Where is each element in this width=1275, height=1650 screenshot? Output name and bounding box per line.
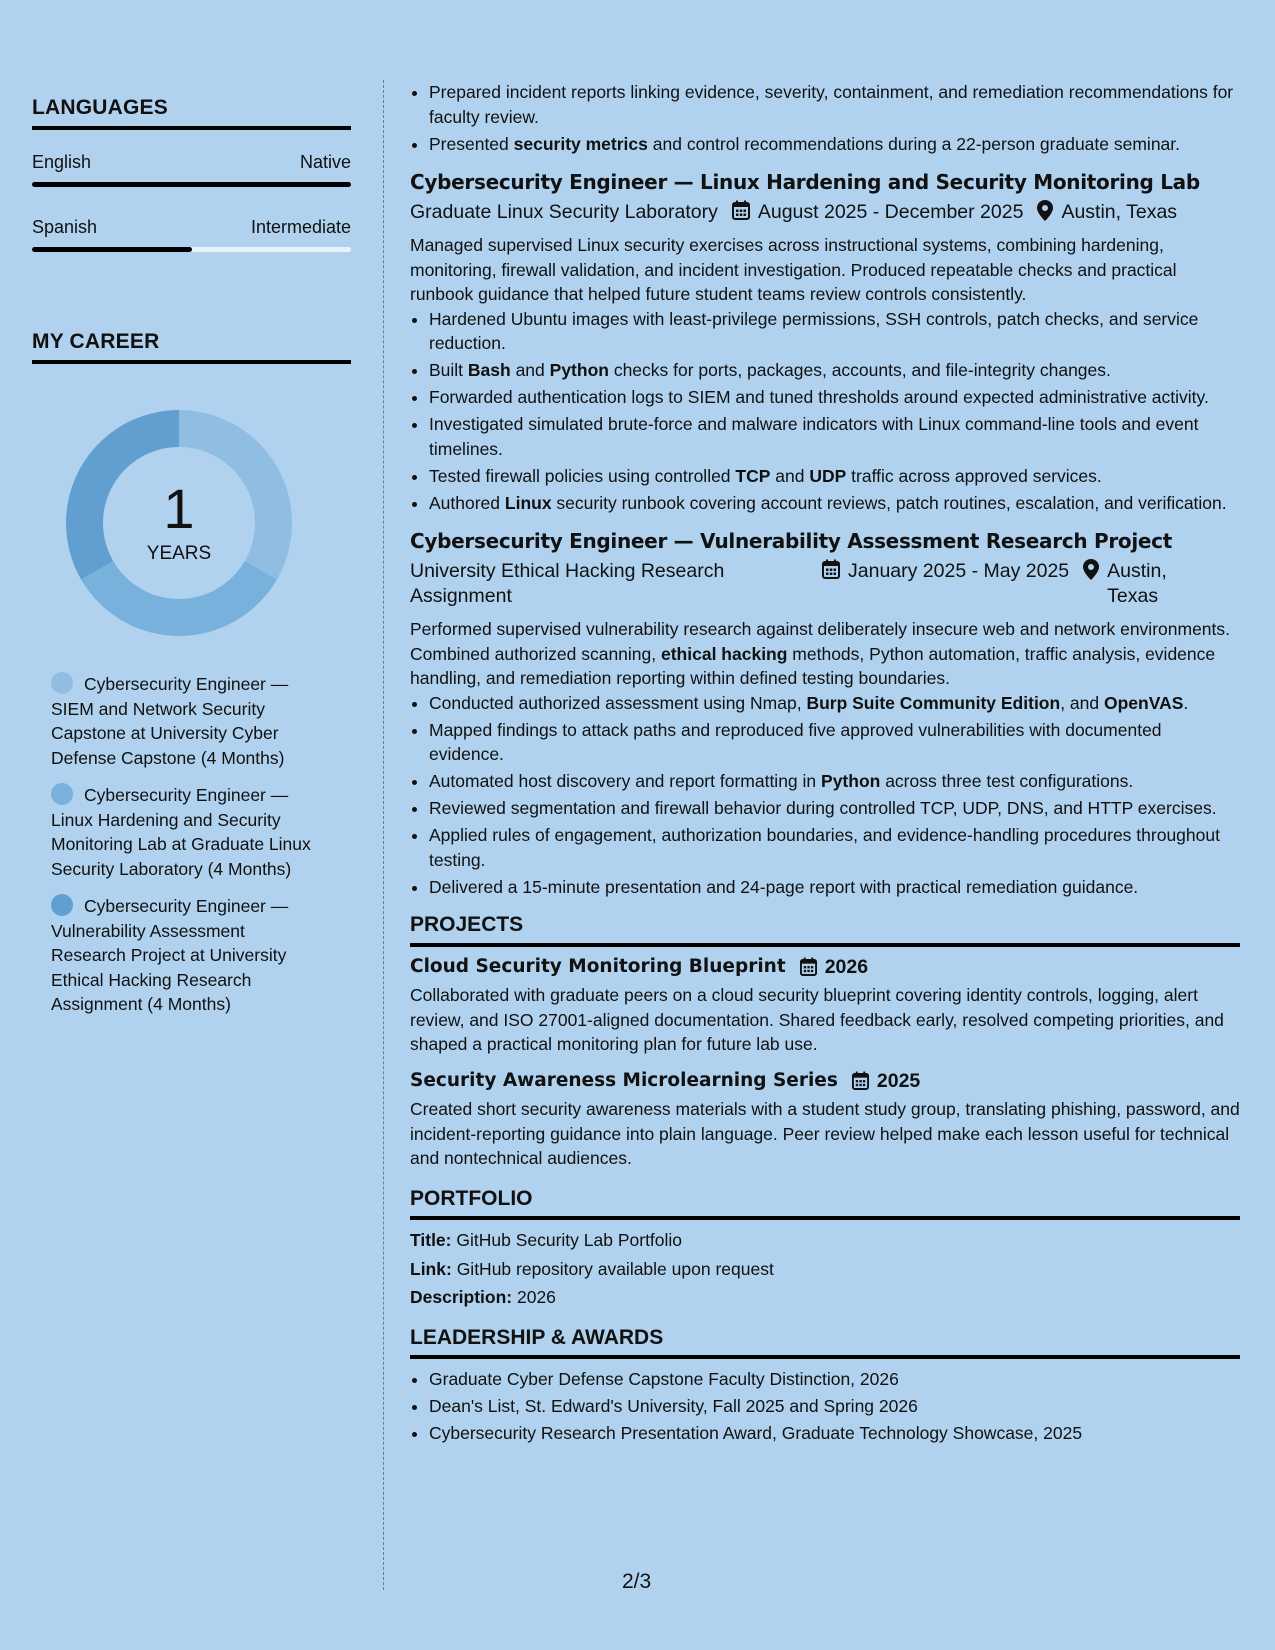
language-bar-fill — [32, 247, 192, 252]
bullet-item: • Reviewed segmentation and firewall behavior during controlled TCP, UDP, DNS, and HTTP exercises. — [429, 796, 1240, 821]
project-title: Security Awareness Microlearning Series — [410, 1069, 838, 1091]
text-span: Tested firewall policies using controlled — [429, 465, 736, 486]
award-item: • Dean's List, St. Edward's University, Fall 2025 and Spring 2026 — [429, 1394, 1240, 1419]
bullet-item — [429, 691, 1240, 716]
job-dates-text: January 2025 - May 2025 — [848, 560, 1070, 582]
project-year: 2026 — [824, 955, 869, 978]
calendar-icon — [852, 1071, 869, 1090]
text-span: Built — [429, 360, 468, 380]
job-meta — [410, 559, 1240, 609]
bold-span: OpenVAS — [1103, 692, 1184, 713]
bullet-item: • Investigated simulated brute-force and malware indicators with Linux command-line tools and event timelines. — [429, 412, 1240, 461]
column-divider — [383, 80, 384, 1590]
bullet-item — [429, 358, 1240, 383]
page-number: 2/3 — [622, 1570, 652, 1593]
text-span: Presented — [429, 133, 514, 154]
job-title: Cybersecurity Engineer — Linux Hardening and Security Monitoring Lab — [410, 170, 1200, 194]
language-level: Native — [299, 152, 351, 172]
award-item: • Graduate Cyber Defense Capstone Faculty Distinction, 2026 — [429, 1367, 1240, 1392]
career-item — [51, 783, 311, 881]
text-span: Conducted authorized assessment using Nmap, — [429, 692, 807, 713]
career-item-text: Cybersecurity Engineer — Linux Hardening and Security Monitoring Lab at Graduate Linux Security Laboratory (4 Months) — [51, 785, 311, 879]
portfolio-label: Title: — [410, 1230, 452, 1250]
job-location — [1037, 200, 1177, 225]
job-bullets — [410, 307, 1240, 516]
language-row-english — [32, 152, 351, 173]
language-bar-fill — [32, 182, 351, 187]
project-description: Created short security awareness materials with a student study group, translating phishing, password, and incident-reporting guidance into plain language. Peer review helped make each lesson useful for technical and nontechnical audiences. — [410, 1099, 1240, 1168]
calendar-icon — [822, 559, 840, 579]
text-span: across three test configurations. — [880, 771, 1134, 791]
job-dates — [732, 200, 1024, 225]
language-bar-spanish — [32, 247, 351, 252]
leadership-heading: LEADERSHIP & AWARDS — [410, 1326, 1240, 1360]
portfolio-link-line — [410, 1257, 1240, 1282]
bold-span: TCP — [735, 465, 771, 486]
legend-dot-icon — [51, 783, 73, 805]
career-list — [51, 672, 311, 1017]
career-item — [51, 894, 311, 1017]
job-description: Managed supervised Linux security exercises across instructional systems, combining hardening, monitoring, firewall validation, and incident investigation. Produced repeatable checks and practical runbook guidance that helped future student teams review controls consistently. — [410, 235, 1177, 304]
bullet-item — [429, 491, 1240, 516]
calendar-icon — [800, 957, 817, 976]
project-title-row — [410, 955, 1240, 980]
bullet-item: • Applied rules of engagement, authorization boundaries, and evidence-handling procedures throughout testing. — [429, 823, 1240, 872]
bold-span: Python — [549, 360, 609, 380]
text-span: Automated host discovery and report formatting in — [429, 771, 822, 791]
leadership-list — [410, 1367, 1240, 1446]
text-span: checks for ports, packages, accounts, and file-integrity changes. — [608, 360, 1111, 380]
project-description: Collaborated with graduate peers on a cloud security blueprint covering identity controls, logging, alert review, and ISO 27001-aligned documentation. Shared feedback early, resolved competing priorities, and shaped a practical monitoring plan for future lab use. — [410, 985, 1224, 1054]
map-pin-icon — [1083, 559, 1099, 580]
job-location-text: Austin, Texas — [1107, 560, 1167, 607]
project-title: Cloud Security Monitoring Blueprint — [410, 955, 786, 977]
job-dates-text: August 2025 - December 2025 — [757, 201, 1024, 223]
job-organization: Graduate Linux Security Laboratory — [410, 201, 718, 223]
text-span: . — [1183, 692, 1189, 713]
career-years-unit: YEARS — [146, 543, 212, 564]
language-bar-english — [32, 182, 351, 187]
previous-job-bullets — [410, 80, 1240, 156]
language-name: Spanish — [32, 217, 98, 237]
bullet-item — [429, 132, 1240, 157]
map-pin-icon — [1037, 200, 1053, 221]
career-years-number: 1 — [163, 477, 195, 540]
portfolio-heading: PORTFOLIO — [410, 1187, 1240, 1221]
job-title: Cybersecurity Engineer — Vulnerability Assessment Research Project — [410, 529, 1172, 553]
bold-span: Linux — [504, 492, 552, 513]
text-span: security runbook covering account reviews, patch routines, escalation, and verification. — [551, 492, 1227, 513]
career-donut-chart — [66, 410, 292, 636]
bold-span: ethical hacking — [661, 643, 788, 664]
sidebar — [32, 96, 351, 1030]
portfolio-value: GitHub Security Lab Portfolio — [456, 1230, 683, 1250]
portfolio-value: 2026 — [516, 1287, 556, 1307]
award-item: • Cybersecurity Research Presentation Award, Graduate Technology Showcase, 2025 — [429, 1421, 1240, 1446]
text-span: Performed supervised vulnerability research against deliberately insecure web and network environments. Combined authorized scanning, — [410, 619, 1231, 664]
bullet-item: • Mapped findings to attack paths and reproduced five approved vulnerabilities with documented evidence. — [429, 718, 1240, 767]
job-organization: University Ethical Hacking Research Assignment — [410, 560, 725, 607]
text-span: methods, Python automation, traffic analysis, evidence handling, and remediation reporting within defined testing boundaries. — [410, 643, 1216, 688]
career-item-text: Cybersecurity Engineer — SIEM and Network Security Capstone at University Cyber Defense Capstone (4 Months) — [51, 674, 289, 768]
bullet-item — [429, 769, 1240, 794]
projects-heading: PROJECTS — [410, 913, 1240, 947]
portfolio-label: Description: — [410, 1287, 513, 1307]
career-heading: MY CAREER — [32, 330, 351, 364]
job-bullets — [410, 691, 1240, 900]
main-column — [410, 80, 1240, 1448]
text-span: and — [510, 360, 550, 380]
bold-span: security metrics — [513, 133, 648, 154]
text-span: and control recommendations during a 22-person graduate seminar. — [647, 133, 1181, 154]
bold-span: Burp Suite Community Edition — [806, 692, 1061, 713]
calendar-icon — [732, 200, 750, 220]
career-item-text: Cybersecurity Engineer — Vulnerability Assessment Research Project at University Ethical Hacking Research Assignment (4 Months) — [51, 896, 289, 1014]
bullet-item: • Forwarded authentication logs to SIEM and tuned thresholds around expected administrative activity. — [429, 385, 1240, 410]
bold-span: Python — [821, 771, 881, 791]
bold-span: Bash — [467, 360, 511, 380]
portfolio-description-line — [410, 1285, 1240, 1310]
bullet-item — [429, 464, 1240, 489]
languages-heading: LANGUAGES — [32, 96, 351, 130]
bullet-item: • Hardened Ubuntu images with least-privilege permissions, SSH controls, patch checks, and service reduction. — [429, 307, 1240, 356]
legend-dot-icon — [51, 894, 73, 916]
job-location — [1083, 559, 1179, 609]
project-title-row — [410, 1069, 1240, 1094]
portfolio-value: GitHub repository available upon request — [456, 1258, 774, 1279]
project-year: 2025 — [876, 1069, 921, 1092]
bullet-item: • Delivered a 15-minute presentation and 24-page report with practical remediation guidance. — [429, 875, 1240, 900]
donut-center — [66, 410, 292, 636]
text-span: traffic across approved services. — [846, 465, 1102, 486]
text-span: and — [770, 465, 810, 486]
text-span: , and — [1060, 692, 1104, 713]
job-dates — [822, 559, 1069, 584]
bold-span: UDP — [809, 465, 847, 486]
job-location-text: Austin, Texas — [1061, 201, 1178, 223]
portfolio-title-line — [410, 1228, 1240, 1253]
job-description — [410, 617, 1240, 691]
bullet-item: • Prepared incident reports linking evidence, severity, containment, and remediation recommendations for faculty review. — [429, 80, 1240, 129]
language-row-spanish — [32, 217, 351, 238]
job-meta — [410, 200, 1240, 225]
legend-dot-icon — [51, 672, 73, 694]
language-name: English — [32, 152, 92, 172]
career-item — [51, 672, 311, 770]
portfolio-label: Link: — [410, 1258, 452, 1279]
text-span: Authored — [429, 492, 505, 513]
language-level: Intermediate — [250, 217, 351, 237]
